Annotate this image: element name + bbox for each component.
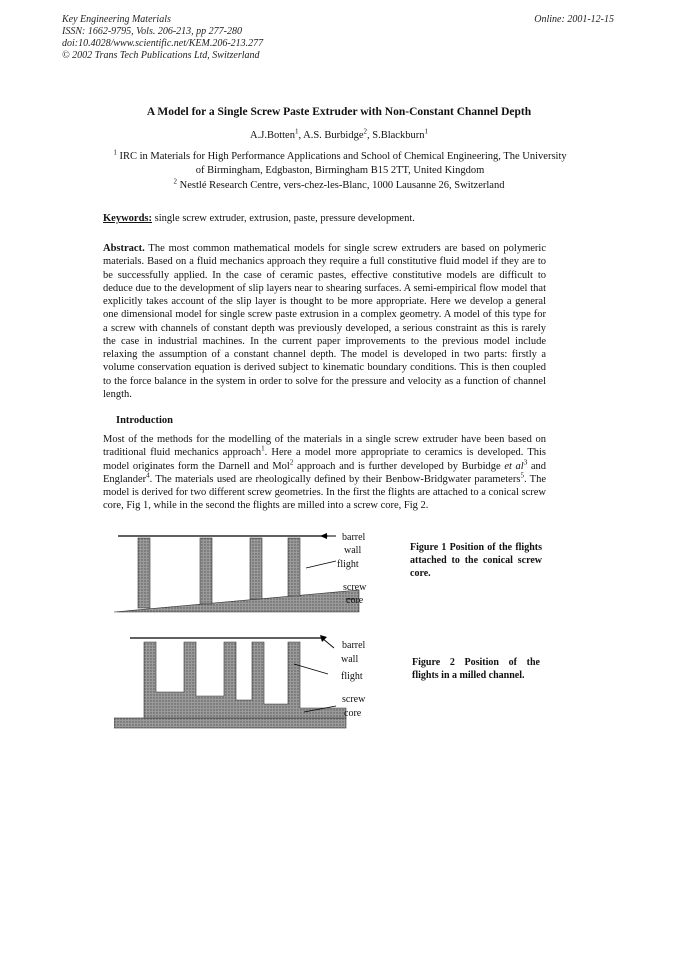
affiliation-2-text: Nestlé Research Centre, vers-chez-les-Blanc, 1000 Lausanne 26, Switzerland xyxy=(179,180,505,191)
figure-2-diagram xyxy=(114,634,374,730)
author-list: A.J.Botten$^1$, A.S. Burbidge$^2$, S.Blackburn$^1$ xyxy=(250,127,428,141)
author-1-sup: 1 xyxy=(294,127,299,136)
milled-core xyxy=(144,642,346,718)
flight-4 xyxy=(288,538,300,596)
introduction-paragraph xyxy=(103,433,546,513)
keywords-text: single screw extruder, extrusion, paste, pressure development. xyxy=(154,213,415,224)
milled-core-base xyxy=(114,718,346,728)
online-date: Online: 2001-12-15 xyxy=(534,14,614,25)
fig2-label-flight: flight xyxy=(341,671,363,682)
fig1-label-barrel: barrel xyxy=(342,532,366,543)
author-3: S.Blackburn xyxy=(372,130,425,141)
flight-pointer xyxy=(306,561,336,568)
abstract-label: Abstract. xyxy=(103,243,145,254)
copyright-line: © 2002 Trans Tech Publications Ltd, Switzerland xyxy=(62,50,260,61)
author-2-sup: 2 xyxy=(363,127,367,136)
abstract-text: The most common mathematical models for single screw extruders are based on polymeric materials. Based on a fluid mechanics approach they require a full constitutive fluid model if they are to be successfully applied. In the case of ceramic pastes, effective constitutive models are difficult to deduce due to the development of slip layers near to shearing surfaces. A semi-empirical flow model that explicitly takes account of the slip layer is thought to be more appropriate. Here we develop a general one dimensional model for single screw paste extrusion in a complex geometry. A model of this type for a screw with channels of constant depth was previously developed, a serious constraint as this is rarely the case in industrial machines. In the current paper improvements to the previous model include relaxing the assumption of a constant channel depth. The model is developed in two parts: firstly a volume conservation equation is derived subject to kinematic boundary conditions. This is then coupled to the force balance in the system in order to solve for the pressure and velocity as a function of channel length. xyxy=(103,243,546,400)
issn-line: ISSN: 1662-9795, Vols. 206-213, pp 277-280 xyxy=(62,26,242,37)
ref-5: 5 xyxy=(520,471,524,480)
ref-4: 4 xyxy=(146,471,150,480)
author-2: A.S. Burbidge xyxy=(303,130,364,141)
ref-3: 3 xyxy=(523,458,528,466)
fig1-label-screw: screw xyxy=(343,582,367,593)
fig1-label-core: core xyxy=(346,595,364,606)
flight-3 xyxy=(250,538,262,599)
affiliation-2-sup: 2 xyxy=(173,177,178,186)
figure-1-svg xyxy=(114,532,374,614)
author-3-sup: 1 xyxy=(424,127,428,136)
conical-core xyxy=(114,590,359,612)
figure-2-svg xyxy=(114,634,374,730)
intro-text-6: . The model is derived for two different screw geometries. In the first the flights are attached to a conical screw core, Fig 1, while in the second the flights are milled into a screw core, Fig 2. xyxy=(103,473,547,512)
fig2-label-wall: wall xyxy=(341,654,359,665)
abstract-paragraph xyxy=(103,242,546,401)
flight-2 xyxy=(200,538,212,604)
fig2-label-barrel: barrel xyxy=(342,640,366,651)
keywords-line xyxy=(103,213,583,224)
fig2-label-screw: screw xyxy=(342,694,366,705)
fig2-label-core: core xyxy=(344,708,362,719)
affiliation-1-text: IRC in Materials for High Performance Applications and School of Chemical Engineering, The University of Birmingham, Edgbaston, Birmingham B15 2TT, United Kingdom xyxy=(119,151,567,176)
affiliation-1 xyxy=(110,150,570,178)
intro-text-3: approach and is further developed by Burbidge xyxy=(293,460,505,472)
journal-header xyxy=(62,14,263,62)
figure-1-caption: Figure 1 Position of the flights attached to the conical screw core. xyxy=(410,542,542,579)
figure-2-caption: Figure 2 Position of the flights in a milled channel. xyxy=(412,657,540,681)
intro-text-1: Most of the methods for the modelling of the materials in a single screw extruder have been based on traditional fluid mechanics approach xyxy=(103,434,546,459)
keywords-label: Keywords: xyxy=(103,213,152,224)
author-1: A.J.Botten xyxy=(250,130,295,141)
journal-name: Key Engineering Materials xyxy=(62,14,171,25)
fig1-label-wall: wall xyxy=(344,545,362,556)
ref-2: 2 xyxy=(289,458,294,466)
affiliation-1-sup: 1 xyxy=(113,148,117,157)
figure-1-diagram xyxy=(114,532,374,614)
doi-line: doi:10.4028/www.scientific.net/KEM.206-213.277 xyxy=(62,38,264,49)
affiliation-2 xyxy=(0,177,678,191)
intro-text-5: . The materials used are rheologically defined by their Benbow-Bridgwater parameters xyxy=(149,473,521,485)
introduction-heading: Introduction xyxy=(116,415,173,426)
ref-1: 1 xyxy=(261,444,265,453)
fig1-label-flight: flight xyxy=(337,559,359,570)
paper-title: A Model for a Single Screw Paste Extruder with Non-Constant Channel Depth xyxy=(146,106,532,118)
intro-text-2: . Here a model more appropriate to ceramics is developed. This model originates form the Darnell and Mol xyxy=(103,447,547,472)
barrel-arrowhead xyxy=(320,533,327,539)
flight-1 xyxy=(138,538,150,608)
et-al: et al xyxy=(504,460,524,472)
intro-text-4: and Englander xyxy=(103,460,546,485)
